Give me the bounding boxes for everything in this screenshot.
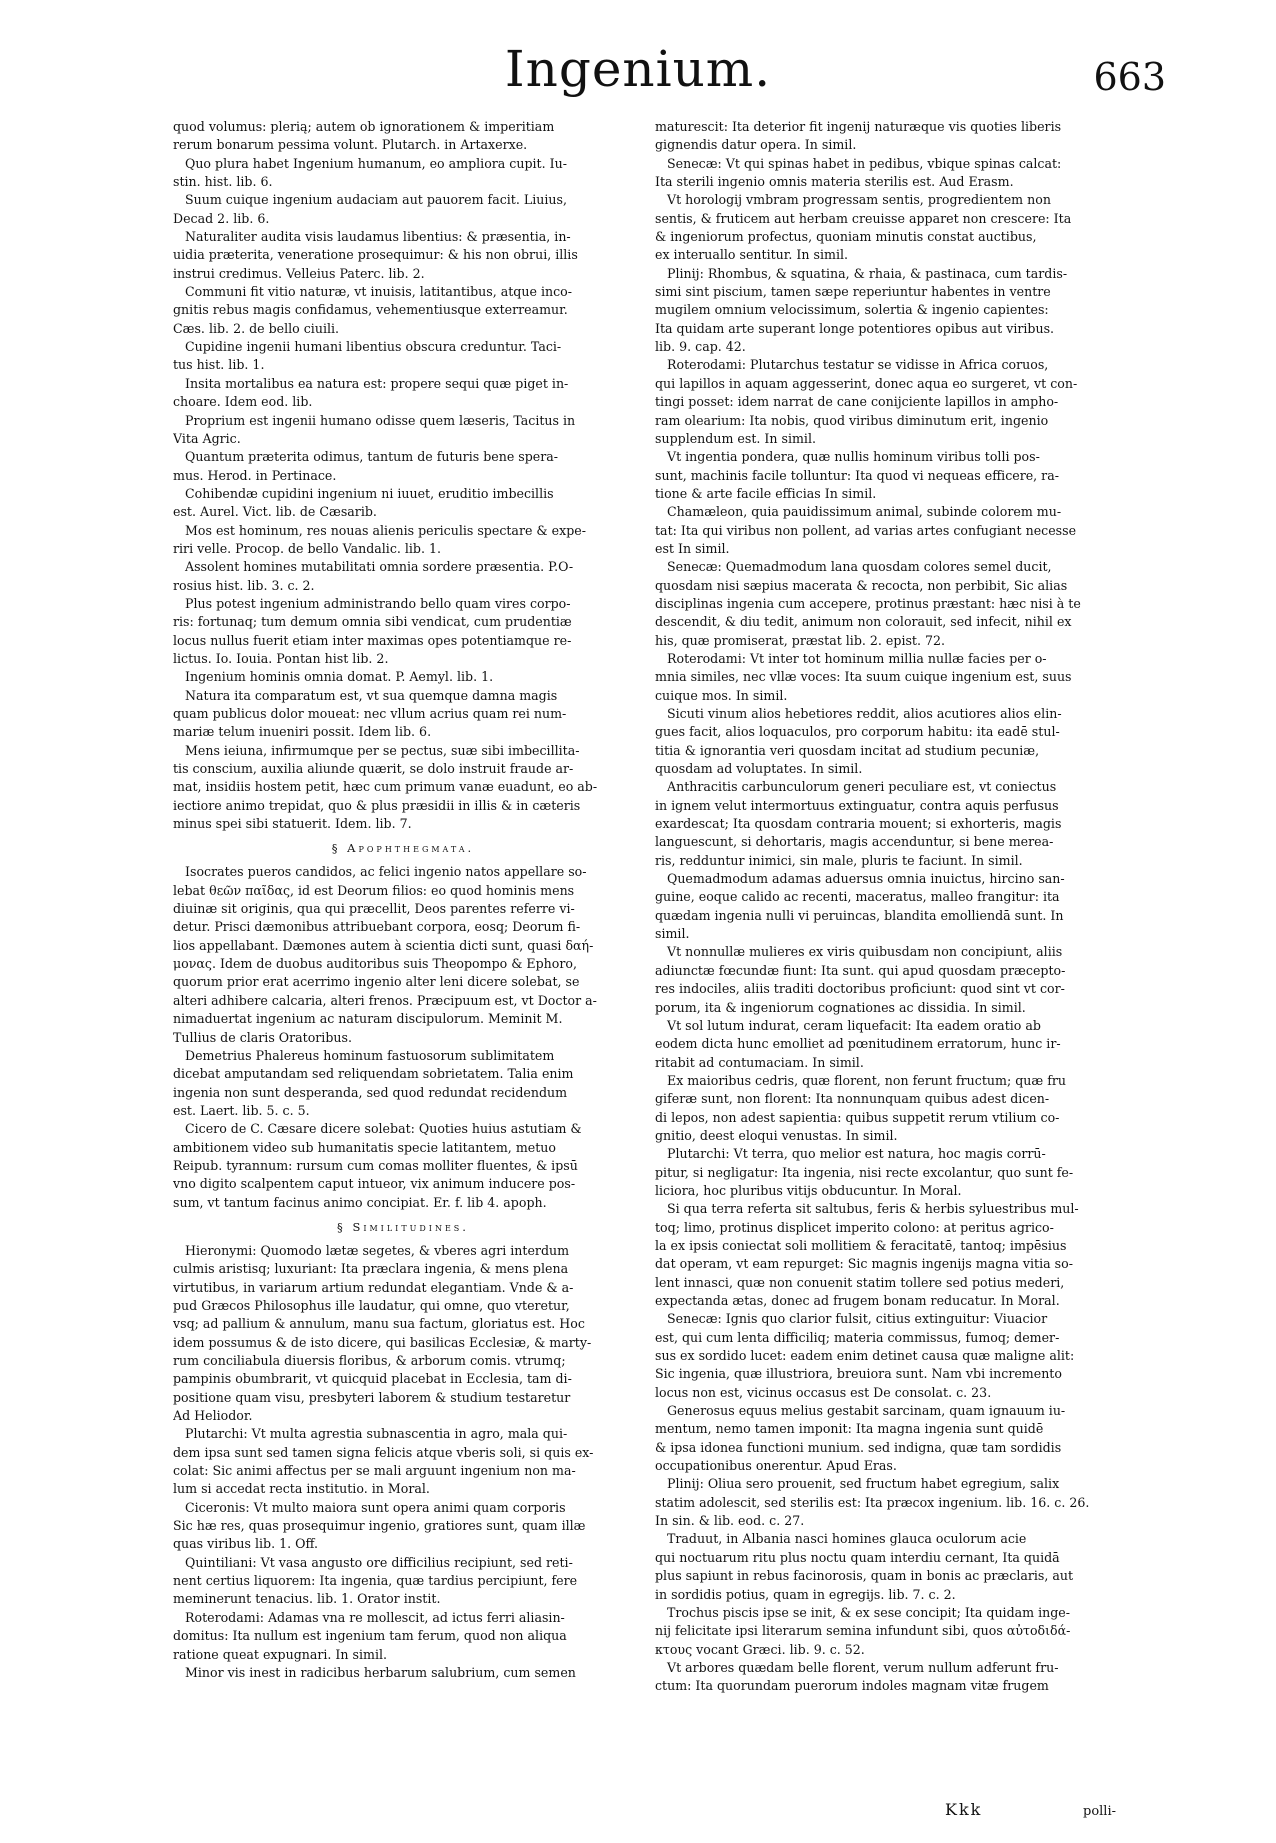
text-line: Ad Heliodor. xyxy=(173,1408,253,1424)
text-line: lib. 9. cap. 42. xyxy=(655,339,746,355)
text-line: Suum cuique ingenium audaciam aut pauorem facit. Liuius, xyxy=(185,192,567,208)
text-line: res indociles, aliis traditi doctoribus proficiunt: quod sint vt cor- xyxy=(655,981,1065,997)
text-line: dem ipsa sunt sed tamen signa felicis atque vberis soli, si quis ex- xyxy=(173,1444,594,1460)
text-line: Minor vis inest in radicibus herbarum salubrium, cum semen xyxy=(185,1664,576,1680)
text-line: Assolent homines mutabilitati omnia sordere præsentia. P.O- xyxy=(185,559,574,575)
text-line: mus. Herod. in Pertinace. xyxy=(173,467,337,483)
text-line: di lepos, non adest sapientia: quibus suppetit rerum vtilium co- xyxy=(655,1109,1060,1125)
text-line: nij felicitate ipsi literarum semina infundunt sibi, quos αὐτοδιδά- xyxy=(655,1623,1071,1639)
text-line: descendit, & diu tedit, animum non colorauit, sed infecit, nihil ex xyxy=(655,614,1072,630)
text-line: la ex ipsis coniectat soli mollitiem & feracitatē, tantoq; impēsius xyxy=(655,1237,1067,1253)
text-line: Ingenium hominis omnia domat. P. Aemyl. lib. 1. xyxy=(185,669,494,685)
text-line: pampinis obumbrarit, vt quicquid placebat in Ecclesia, tam di- xyxy=(173,1371,572,1387)
text-line: quædam ingenia nulli vi peruincas, blandita emolliendā sunt. In xyxy=(655,907,1064,923)
text-line: supplendum est. In simil. xyxy=(655,430,816,446)
text-line: languescunt, si dehortaris, magis accenduntur, si bene merea- xyxy=(655,834,1054,850)
text-line: sunt, machinis facile tolluntur: Ita quod vi nequeas efficere, ra- xyxy=(655,467,1059,483)
text-line: Reipub. tyrannum: rursum cum comas molliter fluentes, & ipsū xyxy=(173,1157,578,1173)
text-line: Mos est hominum, res nouas alienis periculis spectare & expe- xyxy=(185,522,586,538)
text-line: & ipsa idonea functioni munium. sed indigna, quæ tam sordidis xyxy=(655,1439,1062,1455)
text-line: In sin. & lib. eod. c. 27. xyxy=(655,1513,805,1529)
text-line: Quemadmodum adamas aduersus omnia inuictus, hircino san- xyxy=(667,871,1065,887)
text-line: Plinij: Oliua sero prouenit, sed fructum habet egregium, salix xyxy=(667,1476,1060,1492)
text-line: rum conciliabula diuersis floribus, & arborum comis. vtrumq; xyxy=(173,1353,566,1368)
text-line: Isocrates pueros candidos, ac felici ingenio natos appellare so- xyxy=(185,864,587,880)
text-line: est. Laert. lib. 5. c. 5. xyxy=(173,1102,310,1118)
text-line: Insita mortalibus ea natura est: propere sequi quæ piget in- xyxy=(185,375,569,391)
text-line: Demetrius Phalereus hominum fastuosorum sublimitatem xyxy=(185,1047,555,1063)
right-column xyxy=(655,118,1113,1696)
text-line: ex interuallo sentitur. In simil. xyxy=(655,247,849,263)
text-line: eodem dicta hunc emolliet ad pœnitudinem erratorum, hunc ir- xyxy=(655,1036,1061,1052)
text-line: statim adolescit, sed sterilis est: Ita præcox ingenium. lib. 16. c. 26. xyxy=(655,1494,1090,1510)
signature-mark: Kkk xyxy=(945,1800,983,1819)
text-line: pitur, si negligatur: Ita ingenia, nisi recte excolantur, quo sunt fe- xyxy=(655,1164,1074,1180)
text-line: vno digito scalpentem caput intueor, vix animum inducere pos- xyxy=(173,1176,576,1192)
text-line: lent innasci, quæ non conuenit statim tollere sed potius mederi, xyxy=(655,1274,1065,1290)
text-line: sentis, & fruticem aut herbam creuisse apparet non crescere: Ita xyxy=(655,210,1072,226)
text-line: quas viribus lib. 1. Off. xyxy=(173,1536,318,1552)
text-line: Cupidine ingenii humani libentius obscura creduntur. Taci- xyxy=(185,339,562,355)
text-line: uidia præterita, veneratione prosequimur: & his non obrui, illis xyxy=(173,247,578,263)
text-line: lios appellabant. Dæmones autem à scientia dicti sunt, quasi δαή- xyxy=(173,937,594,953)
text-line: Senecæ: Ignis quo clarior fulsit, citius extinguitur: Viuacior xyxy=(667,1311,1048,1327)
text-line: Vt nonnullæ mulieres ex viris quibusdam non concipiunt, aliis xyxy=(667,944,1063,960)
text-line: meminerunt tenacius. lib. 1. Orator instit. xyxy=(173,1591,441,1607)
text-line: Si qua terra referta sit saltubus, feris & herbis syluestribus mul- xyxy=(667,1201,1079,1217)
text-line: in ignem velut intermortuus extinguatur, contra aquis perfusus xyxy=(655,797,1059,813)
text-line: Roterodami: Vt inter tot hominum millia nullæ facies per o- xyxy=(667,650,1047,666)
text-line: culmis aristisq; luxuriant: Ita præclara ingenia, & mens plena xyxy=(173,1261,569,1277)
text-line: virtutibus, in variarum artium redundat elegantiam. Vnde & a- xyxy=(173,1279,574,1295)
text-line: Plus potest ingenium administrando bello quam vires corpo- xyxy=(185,595,571,611)
text-line: Natura ita comparatum est, vt sua quemque damna magis xyxy=(185,687,558,703)
text-line: exardescat; Ita quosdam contraria mouent; si exhorteris, magis xyxy=(655,816,1062,832)
text-line: Decad 2. lib. 6. xyxy=(173,210,270,226)
text-line: Roterodami: Plutarchus testatur se vidisse in Africa coruos, xyxy=(667,357,1049,373)
text-line: giferæ sunt, non florent: Ita nonnunquam quibus adest dicen- xyxy=(655,1091,1050,1107)
text-line: mentum, nemo tamen imponit: Ita magna ingenia sunt quidē xyxy=(655,1421,1044,1437)
text-line: mnia similes, nec vllæ voces: Ita suum cuique ingenium est, suus xyxy=(655,669,1072,685)
text-line: sus ex sordido lucet: eadem enim detinet causa quæ maligne alit: xyxy=(655,1348,1075,1364)
text-line: Sicuti vinum alios hebetiores reddit, alios acutiores alios elin- xyxy=(667,706,1062,721)
text-line: qui lapillos in aquam aggesserint, donec aqua eo surgeret, vt con- xyxy=(655,375,1078,391)
text-line: ritabit ad contumaciam. In simil. xyxy=(655,1054,864,1070)
text-line: Cæs. lib. 2. de bello ciuili. xyxy=(173,320,340,336)
text-line: μονας. Idem de duobus auditoribus suis Theopompo & Ephoro, xyxy=(173,956,577,972)
text-line: ratione queat expugnari. In simil. xyxy=(173,1646,388,1662)
text-line: vsq; ad pallium & annulum, manu sua factum, gloriatus est. Hoc xyxy=(173,1316,585,1332)
text-line: liciora, hoc pluribus vitijs obducuntur. In Moral. xyxy=(655,1182,962,1198)
text-line: Vt horologij vmbram progressam sentis, progredientem non xyxy=(667,192,1051,208)
text-line: Roterodami: Adamas vna re mollescit, ad ictus ferri aliasin- xyxy=(185,1609,565,1625)
text-line: Cicero de C. Cæsare dicere solebat: Quoties huius astutiam & xyxy=(185,1121,582,1137)
left-column xyxy=(173,118,633,1682)
text-line: Quintiliani: Vt vasa angusto ore difficilius recipiunt, sed reti- xyxy=(185,1554,573,1570)
text-line: tingi posset: idem narrat de cane conijciente lapillos in ampho- xyxy=(655,394,1059,410)
text-line: & ingeniorum profectus, quoniam minutis constat auctibus, xyxy=(655,229,1037,245)
text-line: Ex maioribus cedris, quæ florent, non ferunt fructum; quæ fru xyxy=(667,1072,1067,1088)
text-line: Sic hæ res, quas prosequimur ingenio, gratiores sunt, quam illæ xyxy=(173,1518,586,1534)
text-line: Communi fit vitio naturæ, vt inuisis, latitantibus, atque inco- xyxy=(185,284,572,300)
text-line: ingenia non sunt desperanda, sed quod redundat recidendum xyxy=(173,1084,568,1100)
text-line: toq; limo, protinus displicet imperito colono: at peritus agrico- xyxy=(655,1219,1054,1235)
text-line: lictus. Io. Iouia. Pontan hist lib. 2. xyxy=(173,650,389,666)
text-line: tus hist. lib. 1. xyxy=(173,357,265,373)
text-line: plus sapiunt in rebus facinorosis, quam in bonis ac præclaris, aut xyxy=(655,1568,1074,1584)
section-heading: § Similitudines. xyxy=(337,1219,469,1234)
text-line: Anthracitis carbunculorum generi peculiare est, vt coniectus xyxy=(667,779,1057,795)
text-line: rosius hist. lib. 3. c. 2. xyxy=(173,577,315,593)
text-line: minus spei sibi statuerit. Idem. lib. 7. xyxy=(173,816,412,832)
text-line: quosdam ad voluptates. In simil. xyxy=(655,761,863,777)
text-line: Chamæleon, quia pauidissimum animal, subinde colorem mu- xyxy=(667,504,1062,520)
text-line: maturescit: Ita deterior fit ingenij naturæque vis quoties liberis xyxy=(655,119,1062,134)
text-line: est In simil. xyxy=(655,540,730,556)
text-line: guine, eoque calido ac recenti, maceratus, malleo frangitur: ita xyxy=(655,889,1060,905)
text-line: mugilem omnium velocissimum, solertia & ingenio capientes: xyxy=(655,302,1049,318)
text-line: Proprium est ingenii humano odisse quem læseris, Tacitus in xyxy=(185,412,576,428)
text-line: expectanda ætas, donec ad frugem bonam reducatur. In Moral. xyxy=(655,1293,1060,1308)
text-line: riri velle. Procop. de bello Vandalic. lib. 1. xyxy=(173,540,442,556)
text-line: choare. Idem eod. lib. xyxy=(173,394,313,410)
text-line: locus non est, vicinus occasus est De consolat. c. 23. xyxy=(655,1384,992,1400)
text-line: porum, ita & ingeniorum cognationes ac dissidia. In simil. xyxy=(655,999,1026,1015)
text-line: sum, vt tantum facinus animo concipiat. Er. f. lib 4. apoph. xyxy=(173,1194,547,1210)
text-line: lum si accedat recta institutio. in Moral. xyxy=(173,1481,430,1497)
text-line: in sordidis potius, quam in egregijs. lib. 7. c. 2. xyxy=(655,1586,956,1602)
text-line: tis conscium, auxilia aliunde quærit, se dolo instruit fraude ar- xyxy=(173,761,574,777)
catchword: polli- xyxy=(1083,1804,1117,1819)
text-line: gignendis datur opera. In simil. xyxy=(655,137,857,153)
text-line: Ciceronis: Vt multo maiora sunt opera animi quam corporis xyxy=(185,1499,566,1515)
text-line: rerum bonarum pessima volunt. Plutarch. in Artaxerxe. xyxy=(173,137,528,153)
text-line: Ita sterili ingenio omnis materia sterilis est. Aud Erasm. xyxy=(655,174,1014,190)
text-line: stin. hist. lib. 6. xyxy=(173,174,273,190)
text-line: his, quæ promiserat, præstat lib. 2. epist. 72. xyxy=(655,632,946,648)
text-line: mariæ telum inueniri possit. Idem lib. 6. xyxy=(173,724,432,740)
text-line: Trochus piscis ipse se init, & ex sese concipit; Ita quidam inge- xyxy=(667,1604,1071,1620)
text-line: Vita Agric. xyxy=(173,430,241,446)
text-line: Tullius de claris Oratoribus. xyxy=(173,1029,352,1045)
text-line: dat operam, vt eam repurget: Sic magnis ingenijs magna vitia so- xyxy=(655,1256,1073,1272)
text-line: ambitionem video sub humanitatis specie latitantem, metuo xyxy=(173,1139,556,1155)
text-line: diuinæ sit originis, qua qui præcellit, Deos parentes referre vi- xyxy=(173,901,575,917)
text-line: positione quam visu, presbyteri laborem & studium testaretur xyxy=(173,1389,571,1405)
text-line: Traduut, in Albania nasci homines glauca oculorum acie xyxy=(667,1531,1027,1547)
text-line: Ita quidam arte superant longe potentiores opibus aut viribus. xyxy=(655,320,1055,336)
text-line: est, qui cum lenta difficiliq; materia commissus, fumoq; demer- xyxy=(655,1329,1060,1345)
text-line: quam publicus dolor moueat: nec vllum acrius quam rei num- xyxy=(173,706,567,721)
text-line: pud Græcos Philosophus ille laudatur, qui omne, quo vteretur, xyxy=(173,1297,570,1313)
text-line: mat, insidiis hostem petit, hæc cum primum vanæ euadunt, eo ab- xyxy=(173,779,598,795)
text-line: Quo plura habet Ingenium humanum, eo ampliora cupit. Iu- xyxy=(185,155,567,171)
text-line: alteri adhibere calcaria, alteri frenos. Præcipuum est, vt Doctor a- xyxy=(173,992,597,1008)
text-line: Naturaliter audita visis laudamus libentius: & præsentia, in- xyxy=(185,229,571,245)
text-line: titia & ignorantia veri quosdam incitat ad studium pecuniæ, xyxy=(655,742,1040,758)
page-number: 663 xyxy=(1093,55,1166,99)
text-line: Senecæ: Quemadmodum lana quosdam colores semel ducit, xyxy=(667,559,1052,575)
text-line: Generosus equus melius gestabit sarcinam, quam ignauum iu- xyxy=(667,1403,1066,1419)
text-line: Vt sol lutum indurat, ceram liquefacit: Ita eadem oratio ab xyxy=(667,1017,1041,1033)
text-line: κτους vocant Græci. lib. 9. c. 52. xyxy=(655,1641,865,1657)
text-line: iectiore animo trepidat, quo & plus præsidii in illis & in cæteris xyxy=(173,797,581,813)
text-line: lebat θεῶν παῖδας, id est Deorum filios: eo quod hominis mens xyxy=(173,882,575,898)
text-line: Hieronymi: Quomodo lætæ segetes, & vberes agri interdum xyxy=(185,1242,570,1258)
text-line: qui noctuarum ritu plus noctu quam interdiu cernant, Ita quidā xyxy=(655,1549,1060,1565)
text-line: cuique mos. In simil. xyxy=(655,687,788,703)
text-line: quorum prior erat acerrimo ingenio alter leni dicere solebat, se xyxy=(173,974,580,990)
text-line: ram olearium: Ita nobis, quod viribus diminutum erit, ingenio xyxy=(655,412,1049,428)
text-line: disciplinas ingenia cum accepere, protinus præstant: hæc nisi à te xyxy=(655,595,1081,611)
text-line: occupationibus onerentur. Apud Eras. xyxy=(655,1458,897,1474)
text-line: est. Aurel. Vict. lib. de Cæsarib. xyxy=(173,504,377,520)
text-line: Vt arbores quædam belle florent, verum nullum adferunt fru- xyxy=(667,1659,1059,1675)
text-line: Plutarchi: Vt terra, quo melior est natura, hoc magis corrū- xyxy=(667,1146,1046,1162)
text-line: domitus: Ita nullum est ingenium tam ferum, quod non aliqua xyxy=(173,1628,567,1644)
text-line: simi sint piscium, tamen sæpe reperiuntur habentes in ventre xyxy=(655,284,1051,300)
section-heading: § Apophthegmata. xyxy=(331,841,475,856)
text-line: colat: Sic animi affectus per se mali arguunt ingenium non ma- xyxy=(173,1463,576,1479)
text-line: gues facit, alios loquaculos, pro corporum habitu: ita eadē stul- xyxy=(655,724,1060,740)
text-line: gnitis rebus magis confidamus, vehementiusque exterreamur. xyxy=(173,302,568,318)
text-line: Plinij: Rhombus, & squatina, & rhaia, & pastinaca, cum tardis- xyxy=(667,265,1068,281)
text-line: gnitio, deest eloqui venustas. In simil. xyxy=(655,1127,898,1143)
page-title: Ingenium. xyxy=(504,40,772,98)
text-line: tat: Ita qui viribus non pollent, ad varias artes confugiant necesse xyxy=(655,522,1077,538)
text-line: ris: fortunaq; tum demum omnia sibi vendicat, cum prudentiæ xyxy=(173,614,572,630)
text-line: idem possumus & de isto dicere, qui basilicas Ecclesiæ, & marty- xyxy=(173,1334,592,1350)
text-line: ris, redduntur inimici, sin male, pluris te faciunt. In simil. xyxy=(655,852,1023,868)
text-line: instrui credimus. Velleius Paterc. lib. 2. xyxy=(173,265,425,281)
text-line: ctum: Ita quorundam puerorum indoles magnam vitæ frugem xyxy=(655,1678,1049,1694)
text-line: adiunctæ fœcundæ fiunt: Ita sunt. qui apud quosdam præcepto- xyxy=(655,962,1066,978)
text-line: tione & arte facile efficias In simil. xyxy=(655,485,877,501)
text-line: Plutarchi: Vt multa agrestia subnascentia in agro, mala qui- xyxy=(185,1426,568,1442)
text-line: dicebat amputandam sed reliquendam sobrietatem. Talia enim xyxy=(173,1066,574,1082)
text-line: quosdam nisi sæpius macerata & recocta, non perbibit, Sic alias xyxy=(655,577,1068,593)
text-line: simil. xyxy=(655,926,690,942)
text-line: nent certius liquorem: Ita ingenia, quæ tardius percipiunt, fere xyxy=(173,1573,578,1589)
text-line: Cohibendæ cupidini ingenium ni iuuet, eruditio imbecillis xyxy=(185,485,554,501)
text-line: nimaduertat ingenium ac naturam discipulorum. Meminit M. xyxy=(173,1011,563,1027)
text-line: quod volumus: plerią; autem ob ignorationem & imperitiam xyxy=(173,119,555,134)
text-line: Vt ingentia pondera, quæ nullis hominum viribus tolli pos- xyxy=(667,449,1040,465)
text-line: Mens ieiuna, infirmumque per se pectus, suæ sibi imbecillita- xyxy=(185,742,580,758)
text-line: detur. Prisci dæmonibus attribuebant corpora, eosq; Deorum fi- xyxy=(173,919,581,935)
text-line: Quantum præterita odimus, tantum de futuris bene spera- xyxy=(185,449,559,465)
text-line: Sic ingenia, quæ illustriora, breuiora sunt. Nam vbi incremento xyxy=(655,1366,1062,1382)
text-line: locus nullus fuerit etiam inter maximas opes potentiamque re- xyxy=(173,632,572,648)
text-line: Senecæ: Vt qui spinas habet in pedibus, vbique spinas calcat: xyxy=(667,155,1062,171)
